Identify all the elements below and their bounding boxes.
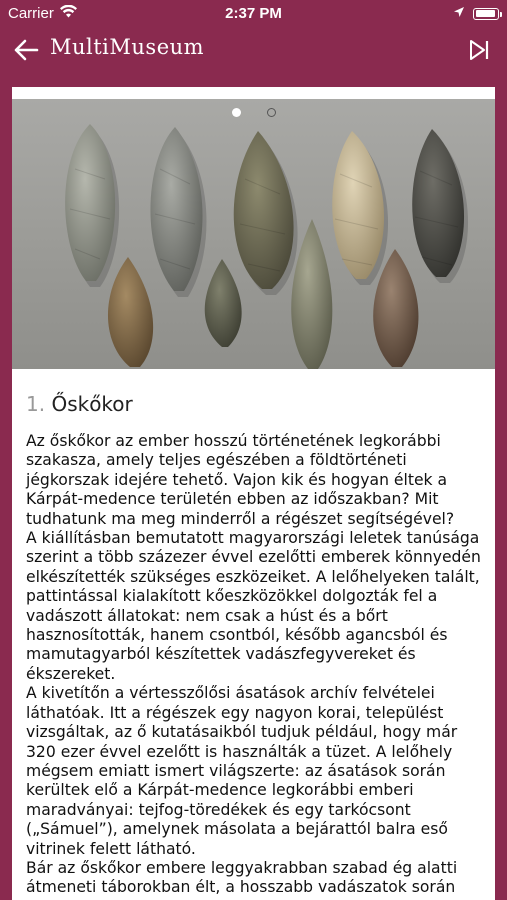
status-time: 2:37 PM <box>225 5 282 22</box>
artifact-image-carousel[interactable] <box>12 99 495 369</box>
section-heading <box>26 392 133 416</box>
carrier-label: Carrier <box>8 5 54 22</box>
flint-tools-image <box>12 99 495 369</box>
section-title: Őskőkor <box>51 392 133 416</box>
navigation-bar <box>0 28 507 72</box>
paragraph: Bár az őskőkor embere leggyakrabban szabad ég alatti átmeneti táborokban élt, a hosszabb vadászatok során <box>26 858 458 897</box>
section-number: 1. <box>26 392 46 416</box>
page-dot-1[interactable] <box>232 108 241 117</box>
content-card <box>12 87 495 900</box>
status-bar <box>0 0 507 28</box>
location-arrow-icon <box>453 5 465 22</box>
article-body <box>26 432 484 898</box>
paragraph: A kivetítőn a vértesszőlősi ásatások archív felvételei láthatóak. Itt a régészek egy nagyon korai, települést vizsgáltak, az ő kutatásaikból tudjuk például, hogy már 320 ezer évvel ezelőtt is használták a tüzet. A lelőhely mégsem emiatt ismert világszerte: az ásatások során kerültek elő a Kárpát-medence legkorábbi emberi maradványai: tejfog-töredékek és egy tarkócsont („Sámuel”), amelynek másolata a bejárattól balra eső vitrinek felett látható. <box>26 684 458 858</box>
battery-icon <box>473 8 499 20</box>
paragraph: Az őskőkor az ember hosszú történetének legkorábbi szakasza, amely teljes egészében a földtörténeti jégkorszak idejére tehető. Vajon kik és hogyan éltek a Kárpát-medence területén ebben az időszakban? Mit tudhatunk ma meg minderről a régészet segítségével? <box>26 432 455 528</box>
skip-forward-button[interactable] <box>465 36 493 64</box>
page-dot-2[interactable] <box>267 108 276 117</box>
carousel-page-indicator[interactable] <box>12 108 495 117</box>
app-title: MultiMuseum <box>50 35 205 59</box>
arrow-left-icon <box>13 38 39 62</box>
paragraph: A kiállításban bemutatott magyarországi leletek tanúsága szerint a több százezer évvel ezelőtti emberek könnyedén elkészítették szükséges eszközeiket. A lelőhelyeken talált, pattintással kialakított kőeszközökkel dolgozták fel a vadászott állatokat: nem csak a húst és a bőrt hasznosították, hanem csontból, később agancsból és mamutagyarból készítettek vadászfegyvereket és ékszereket. <box>26 529 481 683</box>
back-button[interactable] <box>12 36 40 64</box>
skip-forward-icon <box>467 38 491 62</box>
